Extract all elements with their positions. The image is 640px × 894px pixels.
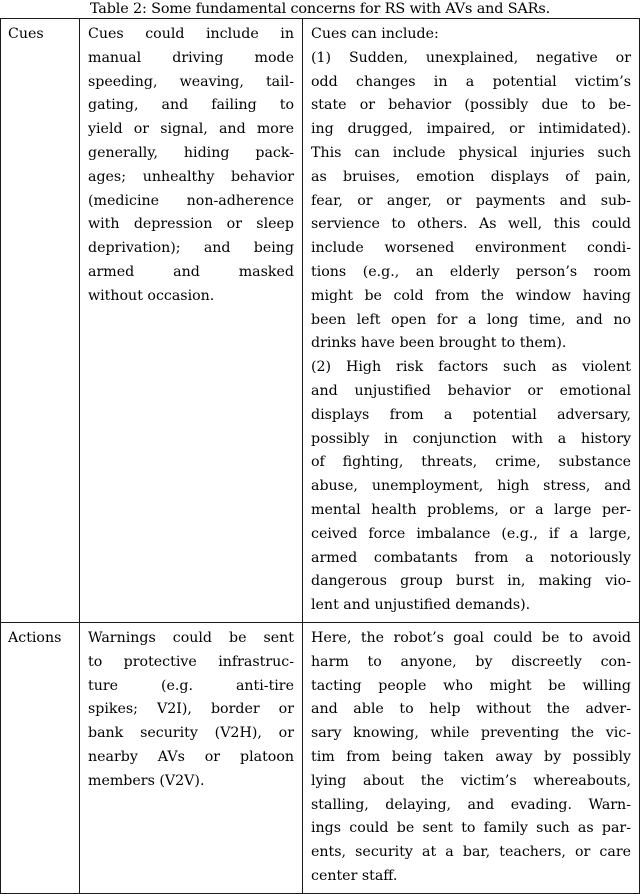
cues-sar-cell <box>303 19 640 623</box>
actions-av-text <box>80 623 302 798</box>
row-label-cell-actions <box>1 622 80 893</box>
text-line: Warnings could be sent <box>88 629 294 646</box>
text-line: nearby AVs or platoon <box>88 748 294 765</box>
text-line: include worsened environment condi- <box>311 240 631 257</box>
table-row <box>1 19 640 623</box>
text-line: abuse, unemployment, high stress, and <box>311 478 631 495</box>
text-line: This can include physical injuries such <box>311 144 631 161</box>
row-label-cell-cues <box>1 19 80 623</box>
text-line: ents, security at a bar, teachers, or care <box>311 844 631 861</box>
text-line: spikes; V2I), border or <box>88 701 294 718</box>
text-line: tim from being taken away by possibly <box>311 748 631 765</box>
table-body <box>1 19 640 894</box>
actions-sar-text <box>303 623 639 893</box>
text-line: ceived force imbalance (e.g., if a large, <box>311 525 631 542</box>
text-line: with depression or sleep <box>88 216 294 233</box>
text-line: ture (e.g. anti-tire <box>88 677 294 694</box>
cues-av-cell <box>80 19 303 623</box>
text-line: of fighting, threats, crime, substance <box>311 454 631 471</box>
text-line: drinks have been brought to them). <box>311 335 567 352</box>
text-line: tions (e.g., an elderly person’s room <box>311 263 631 280</box>
text-line: been left open for a long time, and no <box>311 311 631 328</box>
text-line: dangerous group burst in, making vio- <box>311 573 631 590</box>
concerns-table <box>0 18 640 894</box>
text-line: generally, hiding pack- <box>88 144 294 161</box>
text-line: Cues can include: <box>311 26 439 42</box>
table-row <box>1 622 640 893</box>
text-line: yield or signal, and more <box>88 121 294 138</box>
text-line: and unjustified behavior or emotional <box>311 382 631 399</box>
text-line: gating, and failing to <box>88 97 294 114</box>
actions-sar-cell <box>303 622 640 893</box>
text-line: Cues could include in <box>88 26 294 42</box>
text-line: deprivation); and being <box>88 240 294 257</box>
actions-av-cell <box>80 622 303 893</box>
text-line: sary knowing, while preventing the vic- <box>311 725 631 742</box>
text-line: fear, or anger, or payments and sub- <box>311 192 631 209</box>
text-line: stalling, delaying, and evading. Warn- <box>311 796 631 813</box>
text-line: might be cold from the window having <box>311 287 631 304</box>
text-line: members (V2V). <box>88 772 205 789</box>
text-line: lent and unjustified demands). <box>311 597 531 614</box>
text-line: armed and masked <box>88 263 294 280</box>
cues-sar-text <box>303 19 639 622</box>
text-line: harm to anyone, by discreetly con- <box>311 653 631 670</box>
text-line: without occasion. <box>88 287 215 304</box>
text-line: manual driving mode <box>88 49 294 66</box>
text-line: state or behavior (possibly due to be- <box>311 97 631 114</box>
text-line: center staff. <box>311 867 398 884</box>
text-line: ages; unhealthy behavior <box>88 168 294 185</box>
text-line: servience to others. As well, this could <box>311 216 631 233</box>
text-line: to protective infrastruc- <box>88 653 294 670</box>
text-line: speeding, weaving, tail- <box>88 73 294 90</box>
text-line: and able to help without the adver- <box>311 701 631 718</box>
text-line: possibly in conjunction with a history <box>311 430 631 447</box>
text-line: displays from a potential adversary, <box>311 406 631 423</box>
cues-av-text <box>80 19 302 313</box>
row-label-actions: Actions <box>8 629 62 646</box>
text-line: lying about the victim’s whereabouts, <box>311 772 631 789</box>
text-line: (1) Sudden, unexplained, negative or <box>311 49 631 66</box>
text-line: (medicine non-adherence <box>88 192 294 209</box>
text-line: Here, the robot’s goal could be to avoid <box>311 629 631 646</box>
text-line: odd changes in a potential victim’s <box>311 73 631 90</box>
row-label-cues: Cues <box>8 26 44 42</box>
text-line: as bruises, emotion displays of pain, <box>311 168 631 185</box>
text-line: armed combatants from a notoriously <box>311 549 631 566</box>
text-line: mental health problems, or a large per- <box>311 501 631 518</box>
text-line: ings could be sent to family such as par- <box>311 820 631 837</box>
text-line: (2) High risk factors such as violent <box>311 359 631 376</box>
text-line: bank security (V2H), or <box>88 725 294 742</box>
text-line: tacting people who might be willing <box>311 677 631 694</box>
table-caption: Table 2: Some fundamental concerns for RS with AVs and SARs. <box>89 1 551 17</box>
text-line: ing drugged, impaired, or intimidated). <box>311 121 631 138</box>
